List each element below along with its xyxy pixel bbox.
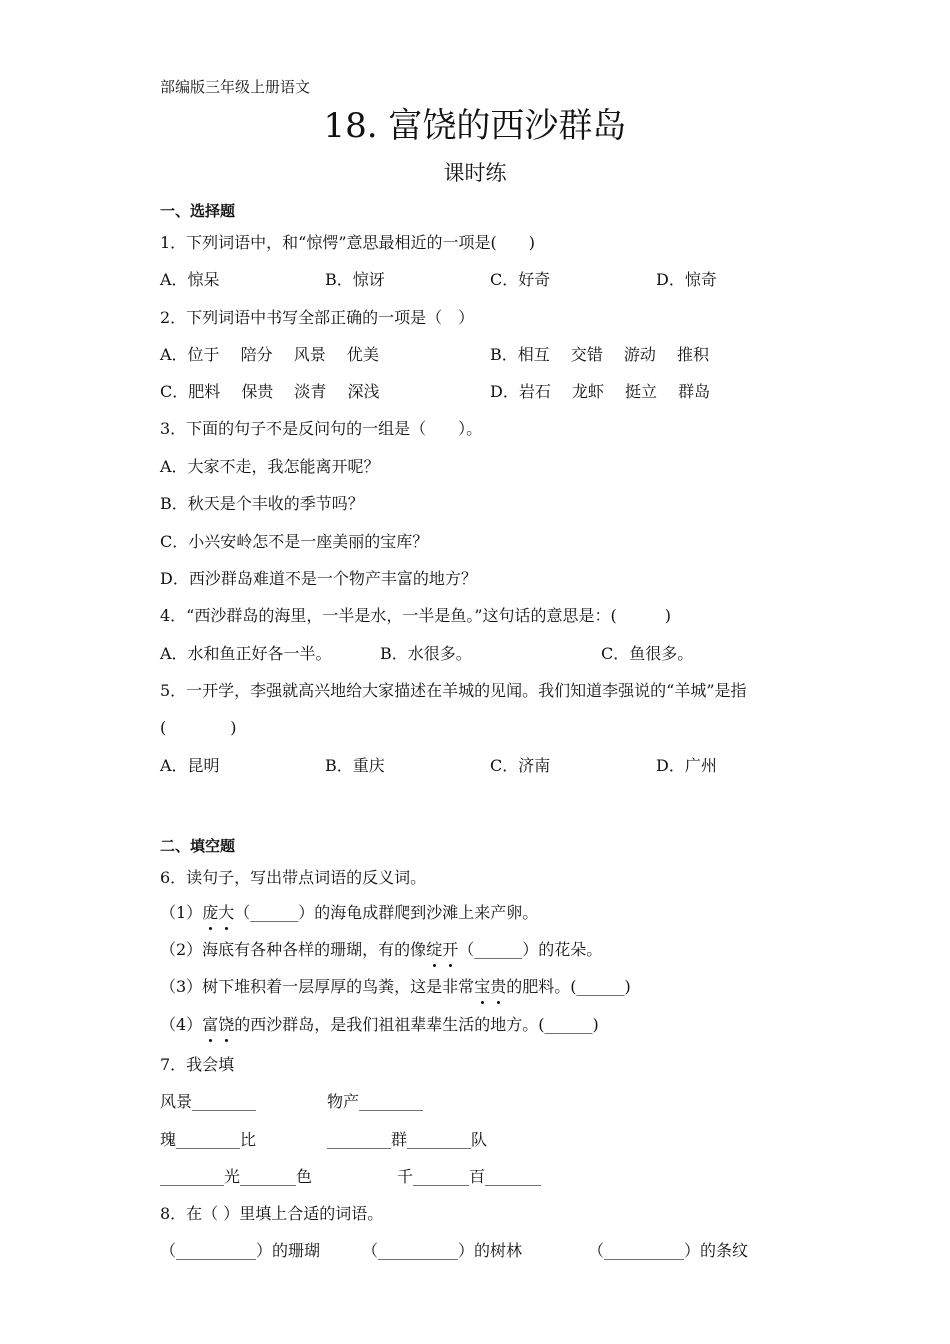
question-1-option-c: C．好奇: [490, 270, 551, 289]
question-1-option-a: A．惊呆: [160, 270, 220, 289]
sentence-text: （3）树下堆积着一层厚厚的鸟粪，这是非常: [160, 977, 475, 996]
question-6-sentence-3: [160, 974, 631, 997]
sentence-text: 的西沙群岛，是我们祖祖辈辈生活的地方。(______): [234, 1015, 599, 1034]
sentence-text: （2）海底有各种各样的珊瑚，有的像: [160, 940, 427, 959]
dotted-character: 贵: [490, 974, 506, 997]
question-7-stem: 7．我会填: [160, 1055, 235, 1074]
sentence-text: （______）的花朵。: [458, 940, 603, 959]
question-4-option-c: C．鱼很多。: [601, 644, 694, 663]
question-3-option-b: B．秋天是个丰收的季节吗？: [160, 494, 364, 513]
section-fill-in-blank: 二、填空题: [160, 837, 236, 855]
question-1-option-b: B．惊讶: [325, 270, 385, 289]
document-header: 部编版三年级上册语文: [160, 78, 311, 96]
dotted-character: 大: [218, 900, 234, 923]
question-6-sentence-2: [160, 937, 602, 960]
question-7-item: 千_______百_______: [397, 1167, 542, 1186]
dotted-character: 开: [442, 937, 458, 960]
sentence-text: （1）: [160, 903, 203, 922]
question-5-option-a: A．昆明: [160, 756, 220, 775]
lesson-title: 18. 富饶的西沙群岛: [323, 106, 627, 146]
sentence-text: （______）的海龟成群爬到沙滩上来产卵。: [234, 903, 539, 922]
question-5-option-d: D．广州: [656, 756, 717, 775]
sentence-text: 的肥料。(______): [506, 977, 631, 996]
dotted-character: 宝: [474, 974, 490, 997]
sentence-text: （4）: [160, 1015, 203, 1034]
lesson-subtitle: 课时练: [443, 161, 507, 185]
question-6-stem: 6．读句子，写出带点词语的反义词。: [160, 868, 427, 887]
question-2-option-c: C．肥料 保贵 淡青 深浅: [160, 382, 380, 401]
question-2-option-d: D．岩石 龙虾 挺立 群岛: [490, 382, 711, 401]
question-7-item: ________光_______色: [160, 1167, 313, 1186]
question-3-option-c: C．小兴安岭怎不是一座美丽的宝库？: [160, 532, 429, 551]
question-3-option-a: A．大家不走，我怎能离开呢？: [160, 457, 380, 476]
question-6-sentence-1: [160, 900, 538, 923]
question-4-stem: 4．“西沙群岛的海里，一半是水，一半是鱼。”这句话的意思是：( ): [160, 606, 672, 625]
question-5-answer-blank: ( ): [160, 718, 237, 737]
question-8-item: （__________）的珊瑚: [160, 1241, 321, 1260]
question-8-item: （__________）的树林: [362, 1241, 523, 1260]
question-8-item: （__________）的条纹: [588, 1241, 749, 1260]
question-1-stem: 1．下列词语中，和“惊愕”意思最相近的一项是( ): [160, 233, 536, 252]
question-7-item: 风景________: [160, 1092, 257, 1111]
question-6-sentence-4: [160, 1012, 599, 1035]
question-5-option-b: B．重庆: [325, 756, 385, 775]
question-5-option-c: C．济南: [490, 756, 551, 775]
question-3-option-d: D．西沙群岛难道不是一个物产丰富的地方？: [160, 569, 477, 588]
question-4-option-b: B．水很多。: [380, 644, 472, 663]
question-2-option-b: B．相互 交错 游动 推积: [490, 345, 710, 364]
section-multiple-choice: 一、选择题: [160, 202, 236, 220]
dotted-character: 饶: [218, 1012, 234, 1035]
question-2-option-a: A．位于 陪分 风景 优美: [160, 345, 379, 364]
question-1-option-d: D．惊奇: [656, 270, 717, 289]
question-4-option-a: A．水和鱼正好各一半。: [160, 644, 332, 663]
question-7-item: 物产________: [327, 1092, 424, 1111]
question-5-stem: 5．一开学，李强就高兴地给大家描述在羊城的见闻。我们知道李强说的“羊城”是指: [160, 681, 747, 700]
dotted-character: 绽: [426, 937, 442, 960]
question-3-stem: 3．下面的句子不是反问句的一组是（ ）。: [160, 419, 483, 438]
dotted-character: 庞: [202, 900, 218, 923]
question-8-stem: 8．在（ ）里填上合适的词语。: [160, 1204, 384, 1223]
question-2-stem: 2．下列词语中书写全部正确的一项是（ ）: [160, 308, 475, 327]
question-7-item: ________群________队: [327, 1130, 488, 1149]
dotted-character: 富: [202, 1012, 218, 1035]
question-7-item: 瑰________比: [160, 1130, 257, 1149]
